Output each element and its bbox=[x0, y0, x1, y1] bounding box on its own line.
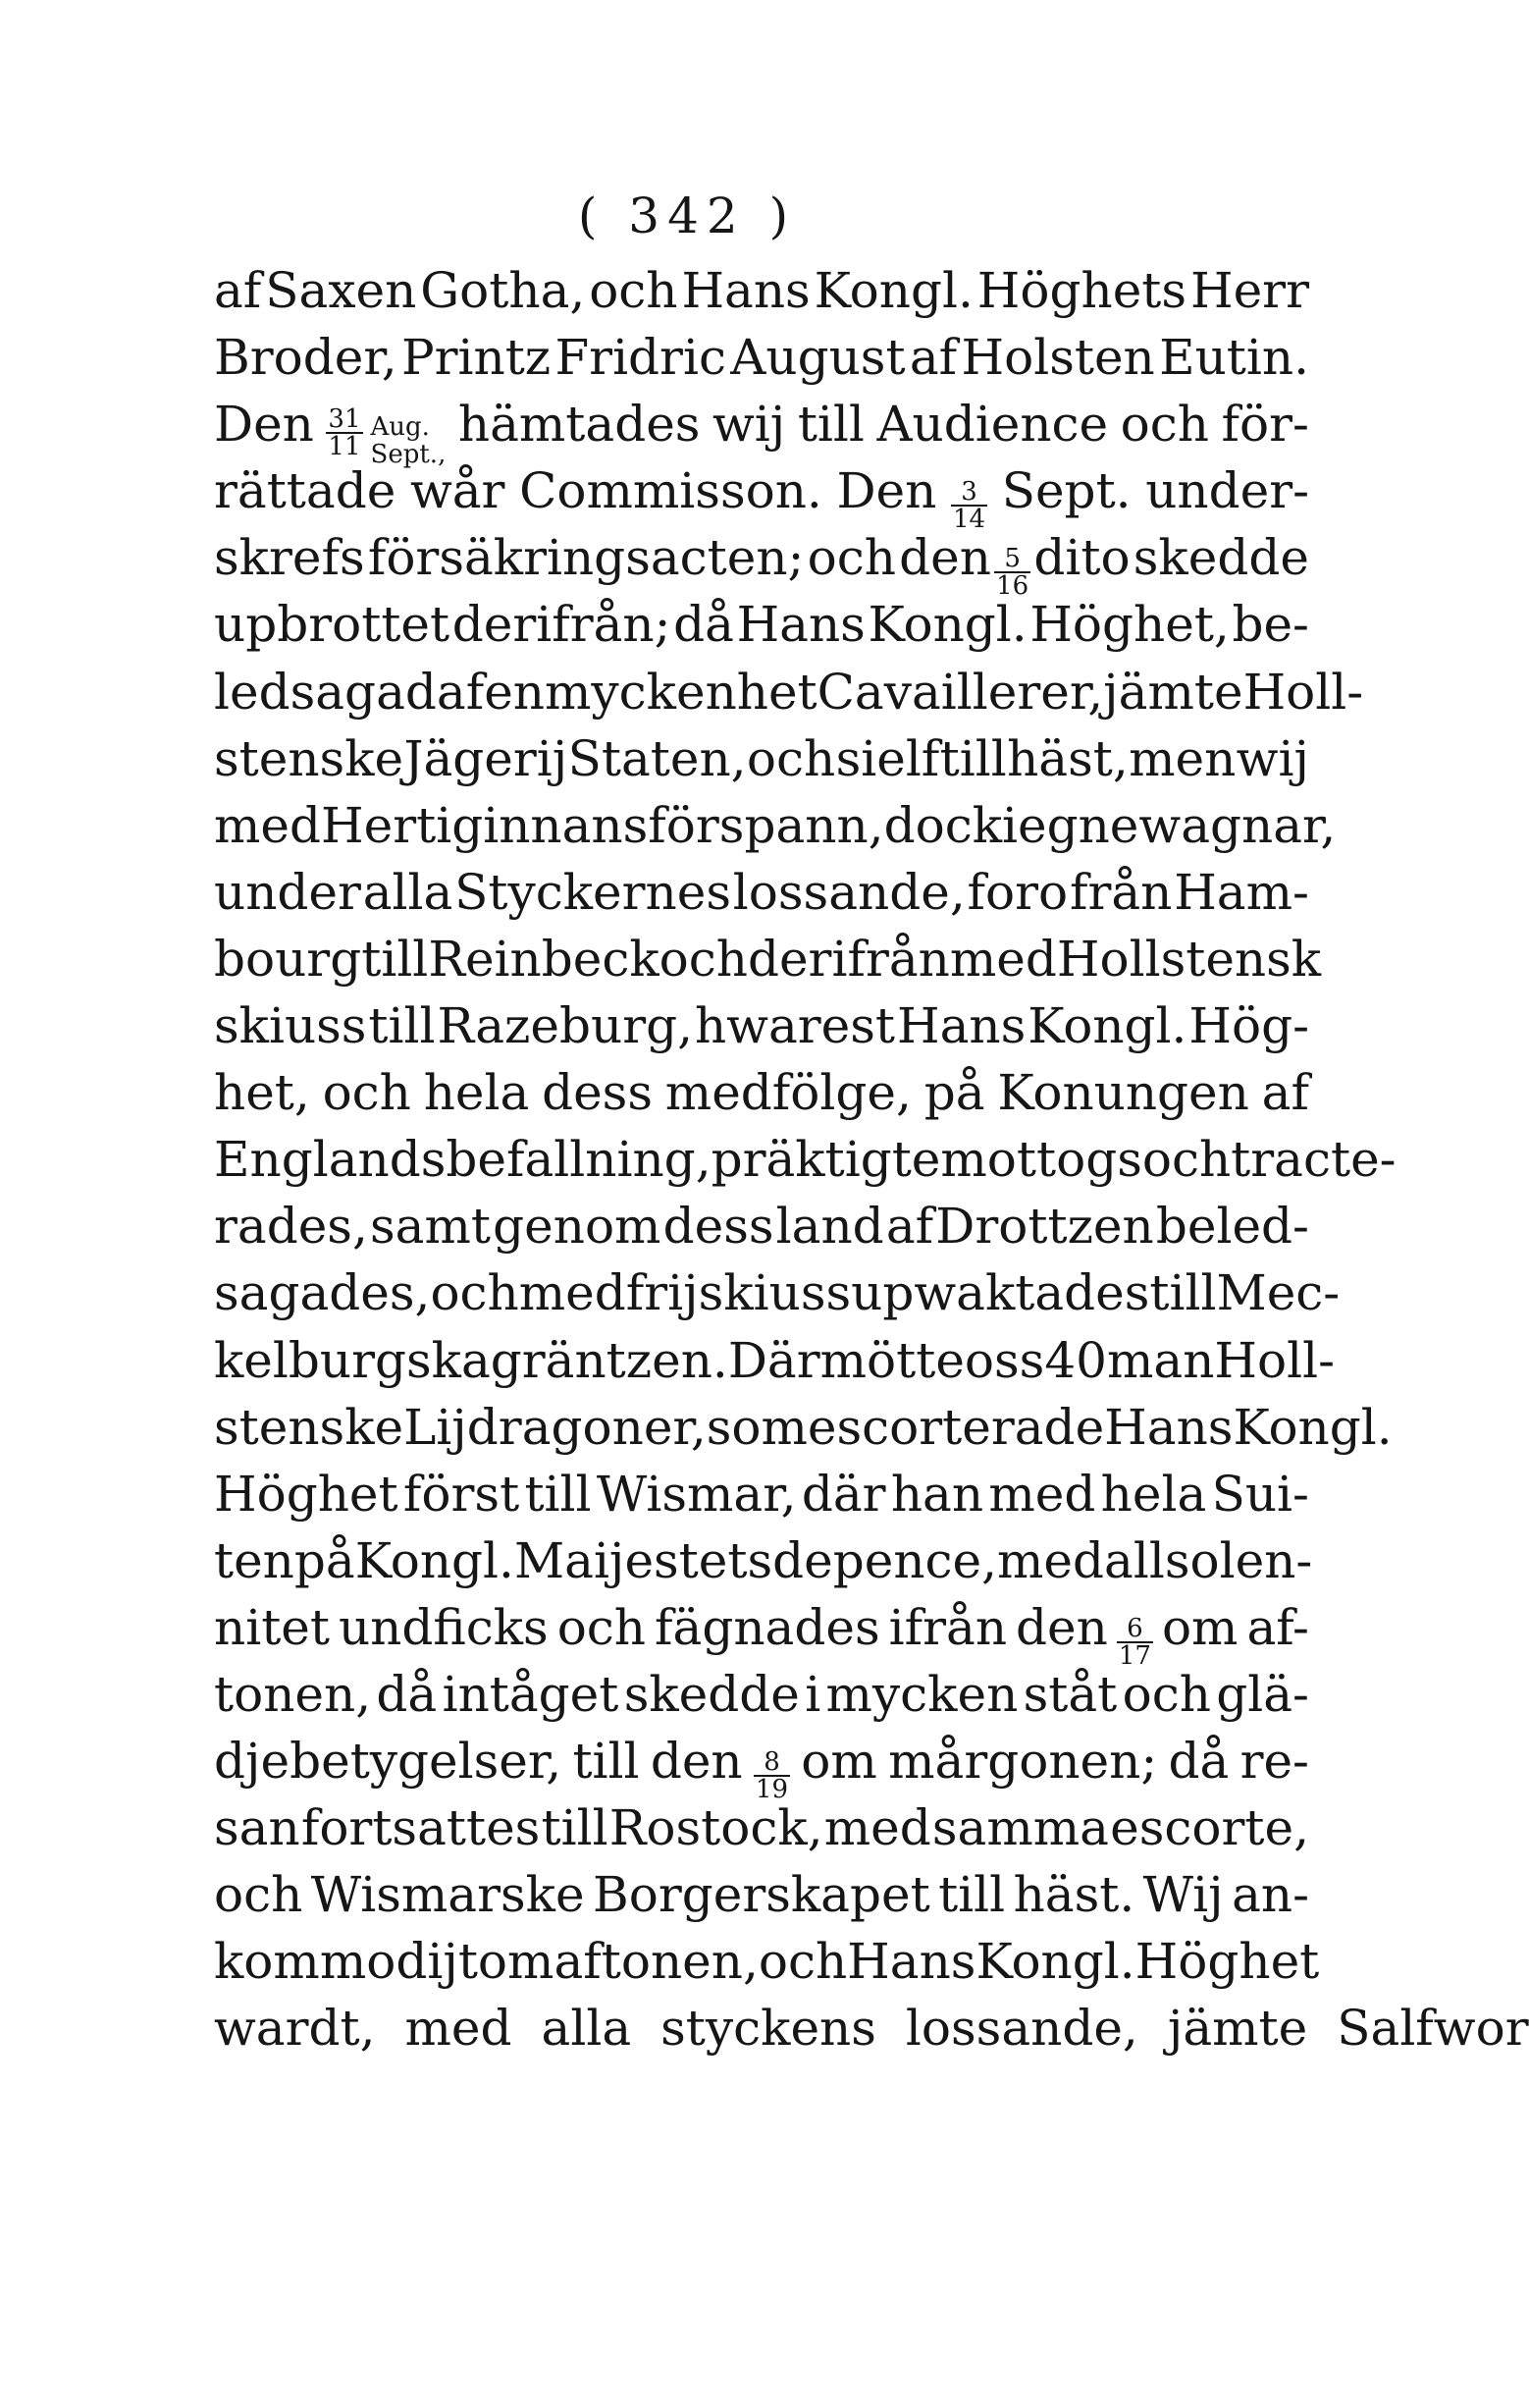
word: dijt bbox=[395, 1933, 478, 1991]
word: intåget bbox=[442, 1665, 619, 1723]
word: med bbox=[518, 1264, 626, 1322]
word: Maijestets bbox=[513, 1531, 773, 1589]
word: stenske bbox=[214, 729, 404, 787]
word: alla bbox=[541, 2000, 632, 2058]
word: Englands bbox=[214, 1131, 447, 1189]
text-line bbox=[214, 1661, 1309, 1728]
word: Styckernes bbox=[454, 863, 731, 921]
word: Kongl. bbox=[814, 262, 974, 319]
text-line bbox=[214, 859, 1309, 926]
word: Saxen bbox=[265, 262, 417, 319]
word: till bbox=[1149, 1264, 1217, 1322]
word: Wismarske bbox=[310, 1866, 585, 1924]
word: upbrottet bbox=[214, 596, 450, 654]
word: och bbox=[1120, 396, 1209, 454]
word: lossande, bbox=[905, 2000, 1138, 2058]
text-line bbox=[214, 725, 1309, 792]
word: mycken bbox=[825, 1665, 1019, 1723]
word: under- bbox=[1145, 462, 1309, 520]
word: skiuss bbox=[698, 1264, 852, 1322]
word: Där bbox=[727, 1331, 820, 1389]
word: till bbox=[541, 1799, 608, 1857]
word: Staten, bbox=[567, 729, 747, 787]
word: och bbox=[556, 1598, 647, 1656]
word: Broder, bbox=[214, 329, 397, 387]
word: bourg bbox=[214, 930, 362, 988]
word: wij bbox=[1236, 729, 1309, 787]
word: Commisson. bbox=[519, 462, 822, 520]
word: Printz bbox=[400, 329, 552, 387]
word: Holsten bbox=[961, 329, 1155, 387]
word: samt bbox=[370, 1198, 491, 1256]
word: ifrån bbox=[888, 1598, 1008, 1656]
text-line bbox=[214, 1394, 1393, 1461]
word: af bbox=[885, 1198, 934, 1256]
word: alla bbox=[362, 863, 453, 921]
word: Hans bbox=[681, 262, 811, 319]
word: till bbox=[797, 396, 865, 454]
word: och bbox=[214, 1866, 303, 1924]
fraction-denominator: 11 bbox=[328, 432, 361, 462]
word: ledsagad bbox=[214, 663, 437, 721]
word: präktigt bbox=[711, 1131, 912, 1189]
word: och bbox=[430, 1264, 519, 1322]
word: af bbox=[214, 262, 262, 319]
word: all bbox=[1104, 1531, 1165, 1589]
word: Herr bbox=[1189, 262, 1309, 319]
word: hämtades bbox=[457, 396, 701, 454]
text-line bbox=[214, 659, 1364, 725]
word: Eutin. bbox=[1159, 329, 1309, 387]
word: och bbox=[1141, 1131, 1232, 1189]
month-top: Aug. bbox=[370, 412, 430, 443]
date-fraction bbox=[951, 477, 987, 535]
word: dock bbox=[883, 796, 1002, 854]
fraction-numerator: 8 bbox=[764, 1747, 780, 1778]
fraction-numerator: 5 bbox=[1004, 544, 1021, 574]
word: djebetygelser, bbox=[214, 1733, 562, 1791]
word: Drottzen bbox=[935, 1198, 1154, 1256]
word: till bbox=[939, 729, 1007, 787]
word: på bbox=[923, 1064, 985, 1122]
word: aftonen, bbox=[554, 1933, 759, 1991]
word: men bbox=[1129, 729, 1237, 787]
word: om bbox=[801, 1733, 877, 1791]
fraction-denominator: 17 bbox=[1118, 1640, 1151, 1671]
word: skedde bbox=[623, 1665, 800, 1723]
word: med bbox=[988, 1465, 1096, 1523]
word: sagades, bbox=[214, 1264, 431, 1322]
text-line bbox=[214, 1728, 1309, 1805]
word: Konungen bbox=[997, 1064, 1249, 1122]
word: fortsattes bbox=[300, 1799, 541, 1857]
word: häst, bbox=[1007, 729, 1129, 787]
word: an- bbox=[1232, 1866, 1309, 1924]
word: då bbox=[673, 596, 734, 654]
text-line bbox=[214, 391, 1309, 470]
text-line bbox=[214, 1594, 1309, 1671]
word: Jägerij bbox=[403, 729, 568, 787]
word: stenske bbox=[214, 1398, 404, 1456]
word: Gotha, bbox=[420, 262, 586, 319]
word: Kongl. bbox=[975, 1933, 1135, 1991]
word: då bbox=[1168, 1733, 1230, 1791]
page-number-header: ( 342 ) bbox=[577, 187, 797, 244]
word: Sept. bbox=[1001, 462, 1132, 520]
word: kelburgska bbox=[214, 1331, 491, 1389]
word: myckenhet bbox=[545, 663, 817, 721]
word: August bbox=[730, 329, 906, 387]
word: han bbox=[890, 1465, 984, 1523]
word: Hans bbox=[736, 596, 866, 654]
text-line bbox=[214, 1794, 1309, 1861]
word: Höghets bbox=[976, 262, 1187, 319]
word: Cavaillerer, bbox=[817, 663, 1104, 721]
word: mötte bbox=[819, 1331, 965, 1389]
word: med bbox=[949, 930, 1057, 988]
word: dess bbox=[662, 1198, 774, 1256]
text-line bbox=[214, 1059, 1309, 1126]
word: den bbox=[1016, 1598, 1108, 1656]
word: escorte, bbox=[1110, 1799, 1309, 1857]
word: den bbox=[650, 1733, 743, 1791]
word: Hans bbox=[847, 1933, 976, 1991]
word: rättade bbox=[214, 462, 396, 520]
word: i bbox=[805, 1665, 821, 1723]
word: tracte- bbox=[1231, 1131, 1397, 1189]
date-fraction bbox=[326, 404, 447, 470]
word: till bbox=[524, 1465, 592, 1523]
word: en bbox=[484, 663, 546, 721]
word: af bbox=[436, 663, 485, 721]
word: nitet bbox=[214, 1598, 330, 1656]
word: försäkringsacten; bbox=[367, 529, 805, 587]
word: land bbox=[775, 1198, 884, 1256]
word: wår bbox=[409, 462, 505, 520]
word: egne bbox=[1018, 796, 1139, 854]
word: Audience bbox=[876, 396, 1109, 454]
word: emottogs bbox=[911, 1131, 1142, 1189]
text-line bbox=[214, 992, 1309, 1059]
word: depence, bbox=[772, 1531, 998, 1589]
word: mårgonen; bbox=[888, 1733, 1158, 1791]
word: till bbox=[361, 930, 429, 988]
word: skiuss bbox=[214, 997, 367, 1055]
word: oss bbox=[964, 1331, 1045, 1389]
word: af bbox=[1261, 1064, 1309, 1122]
date-fraction bbox=[1117, 1613, 1153, 1671]
word: med bbox=[823, 1799, 931, 1857]
word: foro bbox=[967, 863, 1069, 921]
word: och bbox=[758, 1933, 848, 1991]
word: Den bbox=[836, 462, 937, 520]
word: 40 bbox=[1044, 1331, 1107, 1389]
word: hwarest bbox=[694, 997, 896, 1055]
word: Mec- bbox=[1216, 1264, 1341, 1322]
word: genom bbox=[493, 1198, 661, 1256]
word: Ham- bbox=[1174, 863, 1309, 921]
word: Kongl. bbox=[1233, 1398, 1393, 1456]
text-line bbox=[214, 1995, 1529, 2061]
text-line bbox=[214, 591, 1309, 658]
word: jämte bbox=[1167, 2000, 1308, 2058]
word: Hans bbox=[1104, 1398, 1234, 1456]
word: Razeburg, bbox=[437, 997, 693, 1055]
text-line bbox=[214, 1861, 1309, 1928]
word: från bbox=[1069, 863, 1173, 921]
fraction-denominator: 16 bbox=[996, 571, 1029, 602]
word: rades, bbox=[214, 1198, 368, 1256]
word: Hans bbox=[896, 997, 1027, 1055]
text-line bbox=[214, 1527, 1313, 1594]
word: undficks bbox=[338, 1598, 549, 1656]
word: man bbox=[1106, 1331, 1215, 1389]
word: till bbox=[368, 997, 436, 1055]
word: med bbox=[997, 1531, 1105, 1589]
word: i bbox=[1002, 796, 1018, 854]
word: Holl- bbox=[1242, 663, 1364, 721]
word: med bbox=[404, 2000, 512, 2058]
word: derifrån bbox=[747, 930, 950, 988]
month-bottom: Sept., bbox=[370, 440, 447, 470]
text-line bbox=[214, 1327, 1335, 1394]
word: Den bbox=[214, 396, 314, 454]
word: häst. bbox=[1013, 1866, 1135, 1924]
word: Salfwor bbox=[1337, 2000, 1529, 2058]
word: förspann, bbox=[648, 796, 884, 854]
word: tonen, bbox=[214, 1665, 372, 1723]
word: skedde bbox=[1133, 529, 1309, 587]
word: escorterade bbox=[807, 1398, 1105, 1456]
word: hela bbox=[1100, 1465, 1207, 1523]
text-line bbox=[214, 1259, 1341, 1326]
text-line bbox=[214, 792, 1337, 859]
word: till bbox=[572, 1733, 640, 1791]
word: wardt, bbox=[214, 2000, 376, 2058]
word: beled- bbox=[1155, 1198, 1309, 1256]
fraction-numerator: 31 bbox=[328, 404, 361, 435]
word: kommo bbox=[214, 1933, 396, 1991]
word: om bbox=[1161, 1598, 1239, 1656]
word: Höghet bbox=[214, 1465, 398, 1523]
word: och bbox=[589, 262, 678, 319]
word: Höghet, bbox=[1029, 596, 1230, 654]
word: wagnar, bbox=[1138, 796, 1337, 854]
word: först bbox=[402, 1465, 520, 1523]
word: till bbox=[938, 1866, 1006, 1924]
word: jämte bbox=[1103, 663, 1243, 721]
text-line bbox=[214, 524, 1309, 602]
word: Sui- bbox=[1211, 1465, 1309, 1523]
word: san bbox=[214, 1799, 300, 1857]
word: styckens bbox=[660, 2000, 876, 2058]
date-fraction bbox=[994, 544, 1030, 602]
word: af- bbox=[1246, 1598, 1309, 1656]
body-text bbox=[214, 257, 1529, 2062]
word: Reinbeck bbox=[428, 930, 659, 988]
text-line bbox=[214, 1126, 1397, 1193]
fraction-denominator: 19 bbox=[755, 1775, 789, 1805]
word: Wij bbox=[1142, 1866, 1224, 1924]
word: Fridric bbox=[554, 329, 726, 387]
word: Kongl. bbox=[1028, 997, 1187, 1055]
word: Holl- bbox=[1214, 1331, 1335, 1389]
word: den bbox=[899, 529, 991, 587]
word: be- bbox=[1232, 596, 1309, 654]
word: fägnades bbox=[655, 1598, 880, 1656]
fraction-numerator: 6 bbox=[1127, 1613, 1143, 1643]
text-line bbox=[214, 257, 1309, 324]
text-line bbox=[214, 1461, 1309, 1527]
text-line bbox=[214, 324, 1309, 391]
word: ten bbox=[214, 1531, 294, 1589]
word: glä- bbox=[1216, 1665, 1309, 1723]
word: derifrån; bbox=[451, 596, 671, 654]
word: hela bbox=[423, 1064, 530, 1122]
text-line bbox=[214, 1193, 1309, 1259]
word: Hollstensk bbox=[1056, 930, 1322, 988]
word: då bbox=[376, 1665, 438, 1723]
word: lossande, bbox=[732, 863, 966, 921]
word: befallning, bbox=[446, 1131, 712, 1189]
word: Kongl. bbox=[868, 596, 1028, 654]
word: Kongl. bbox=[354, 1531, 514, 1589]
word: Borgerskapet bbox=[592, 1866, 930, 1924]
word: Hertiginnans bbox=[321, 796, 649, 854]
word: som bbox=[706, 1398, 808, 1456]
word: och bbox=[807, 529, 896, 587]
word: med bbox=[214, 796, 322, 854]
word: och bbox=[322, 1064, 411, 1122]
word: under bbox=[214, 863, 361, 921]
word: medfölge, bbox=[664, 1064, 912, 1122]
word: på bbox=[293, 1531, 355, 1589]
word: skrefs bbox=[214, 529, 365, 587]
fraction-numerator: 3 bbox=[961, 477, 977, 508]
word: och bbox=[746, 729, 836, 787]
word: där bbox=[801, 1465, 886, 1523]
word: frij bbox=[625, 1264, 699, 1322]
word: re- bbox=[1239, 1733, 1309, 1791]
word: för- bbox=[1221, 396, 1309, 454]
word: och bbox=[1122, 1665, 1211, 1723]
word: Hög- bbox=[1188, 997, 1309, 1055]
word: dito bbox=[1033, 529, 1131, 587]
word: Lijdragoner, bbox=[403, 1398, 707, 1456]
word: af bbox=[909, 329, 958, 387]
word: ståt bbox=[1023, 1665, 1118, 1723]
word: upwaktades bbox=[851, 1264, 1150, 1322]
date-fraction bbox=[754, 1747, 790, 1805]
word: Rostock, bbox=[608, 1799, 823, 1857]
fraction-denominator: 14 bbox=[952, 505, 986, 535]
word: Wismar, bbox=[596, 1465, 797, 1523]
word: solen- bbox=[1164, 1531, 1313, 1589]
word: Höghet bbox=[1134, 1933, 1320, 1991]
word: wij bbox=[712, 396, 786, 454]
text-line bbox=[214, 926, 1322, 992]
word: om bbox=[477, 1933, 554, 1991]
word: samma bbox=[931, 1799, 1109, 1857]
word: het, bbox=[214, 1064, 310, 1122]
word: och bbox=[659, 930, 748, 988]
word: sielf bbox=[835, 729, 940, 787]
word: dess bbox=[542, 1064, 653, 1122]
text-line bbox=[214, 1928, 1320, 1995]
word: gräntzen. bbox=[490, 1331, 728, 1389]
